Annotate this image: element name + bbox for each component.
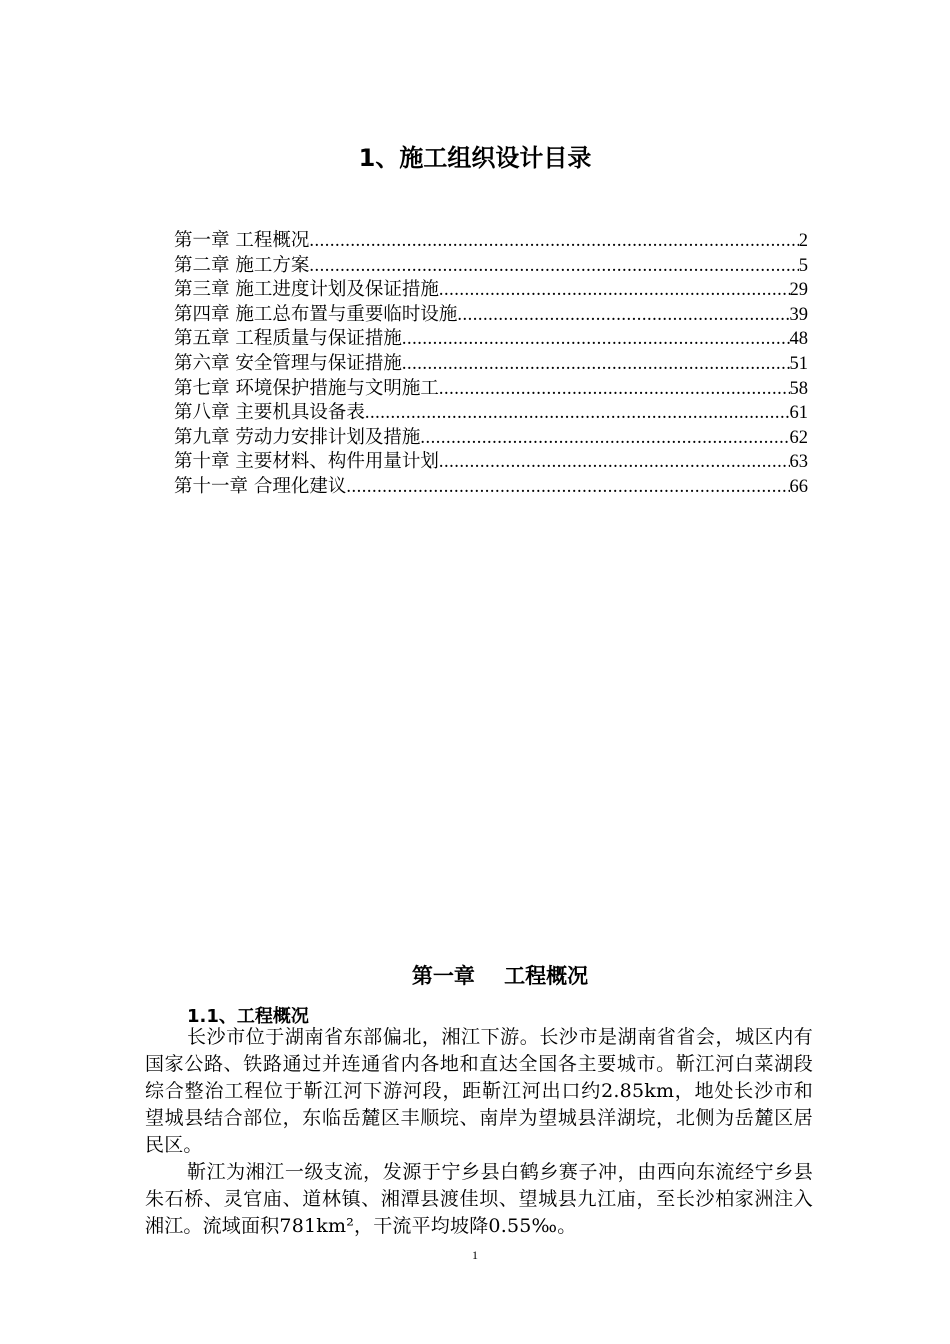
toc-leader-dots	[457, 303, 789, 328]
section-heading: 1.1、工程概况	[187, 1006, 309, 1027]
toc-entry-label: 第七章 环境保护措施与文明施工	[174, 377, 439, 399]
toc-entry-page: 5	[798, 255, 808, 276]
toc-entry-page: 29	[789, 280, 808, 301]
toc-entry-page: 2	[798, 231, 808, 251]
toc-entry[interactable]	[174, 327, 808, 352]
toc-entry[interactable]	[174, 377, 808, 402]
toc-leader-dots	[365, 401, 790, 426]
toc-entry[interactable]	[174, 229, 808, 254]
toc-entry-label: 第一章 工程概况	[174, 230, 310, 251]
body-text	[145, 1024, 813, 1240]
toc-entry-page: 66	[789, 476, 808, 497]
toc-entry-page: 63	[789, 452, 808, 473]
toc-entry-label: 第六章 安全管理与保证措施	[174, 352, 402, 374]
page-number: 1	[472, 1248, 478, 1262]
toc-entry-label: 第八章 主要机具设备表	[174, 402, 365, 424]
toc-entry-label: 第三章 施工进度计划及保证措施	[174, 279, 439, 301]
toc-entry-label: 第九章 劳动力安排计划及措施	[174, 426, 421, 448]
toc-entry-label: 第十章 主要材料、构件用量计划	[174, 451, 439, 473]
toc-leader-dots	[346, 475, 789, 500]
toc-entry-label: 第四章 施工总布置与重要临时设施	[174, 303, 458, 325]
toc-entry-page: 62	[789, 427, 808, 448]
toc-entry[interactable]	[174, 303, 808, 328]
toc-entry[interactable]	[174, 278, 808, 303]
toc-leader-dots	[309, 229, 798, 254]
toc-entry-page: 48	[789, 329, 808, 350]
toc-leader-dots	[439, 278, 790, 303]
toc-leader-dots	[420, 426, 789, 451]
toc-entry[interactable]	[174, 254, 808, 279]
paragraph: 长沙市位于湖南省东部偏北，湘江下游。长沙市是湖南省省会，城区内有国家公路、铁路通过并连通省内各地和直达全国各主要城市。靳江河白菜湖段综合整治工程位于靳江河下游河段，距靳江河出口约2.85km，地处长沙市和望城县结合部位，东临岳麓区丰顺垸、南岸为望城县洋湖垸，北侧为岳麓区居民区。	[145, 1026, 813, 1156]
toc-leader-dots	[439, 450, 790, 475]
chapter-heading: 第一章 工程概况	[411, 964, 589, 988]
toc-leader-dots	[402, 352, 790, 377]
toc-leader-dots	[309, 254, 798, 279]
toc-entry[interactable]	[174, 401, 808, 426]
toc-leader-dots	[402, 327, 790, 352]
document-title: 1、施工组织设计目录	[358, 144, 592, 172]
toc-entry-label: 第二章 施工方案	[174, 254, 310, 276]
toc-entry[interactable]	[174, 352, 808, 377]
toc-leader-dots	[439, 377, 790, 402]
toc-entry-page: 58	[789, 378, 808, 399]
toc-entry[interactable]	[174, 450, 808, 475]
table-of-contents	[174, 229, 808, 500]
toc-entry-page: 51	[789, 353, 808, 374]
toc-entry-page: 39	[789, 304, 808, 325]
toc-entry-label: 第五章 工程质量与保证措施	[174, 328, 402, 350]
toc-entry-page: 61	[789, 403, 808, 424]
toc-entry[interactable]	[174, 426, 808, 451]
toc-entry[interactable]	[174, 475, 808, 500]
paragraph: 靳江为湘江一级支流，发源于宁乡县白鹤乡赛子冲，由西向东流经宁乡县朱石桥、灵官庙、道林镇、湘潭县渡佳坝、望城县九江庙，至长沙柏家洲注入湘江。流域面积781km²，干流平均坡降0.55‰。	[145, 1161, 813, 1237]
toc-entry-label: 第十一章 合理化建议	[174, 475, 347, 497]
